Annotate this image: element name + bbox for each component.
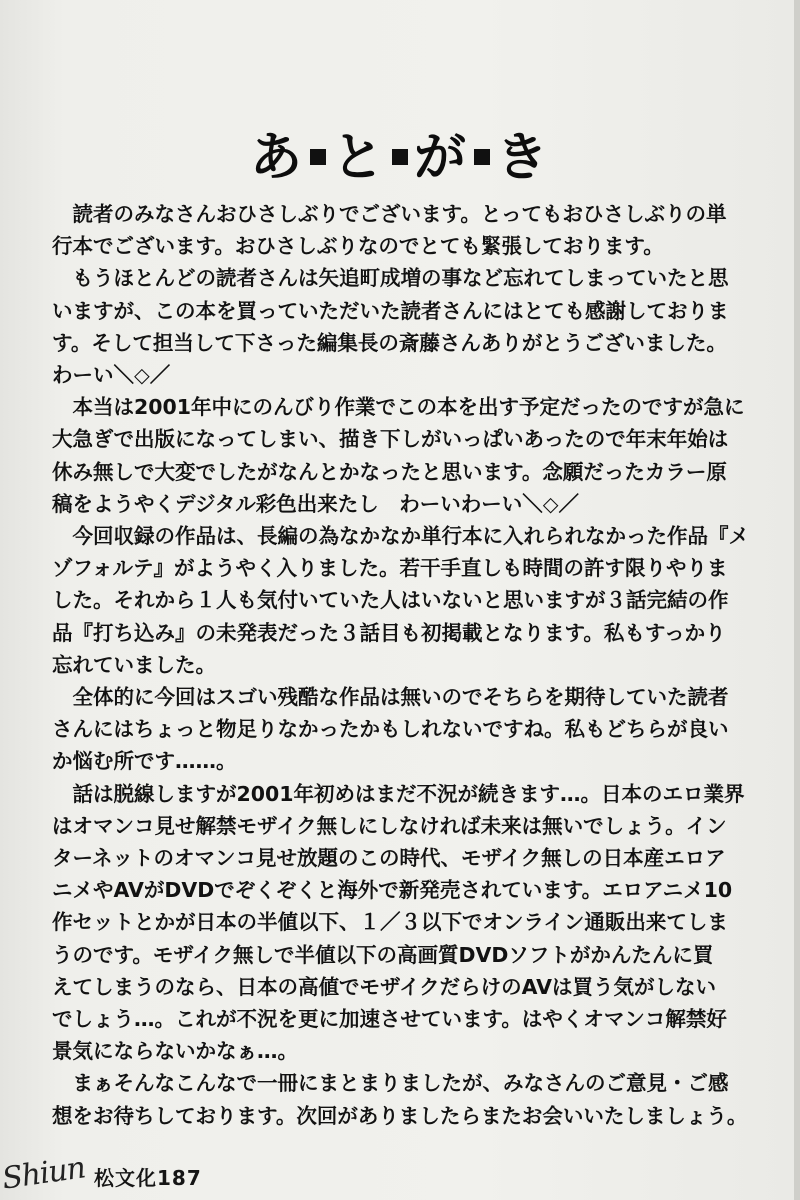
text-line: ゾフォルテ』がようやく入りました。若干手直しも時間の許す限りやりま: [52, 556, 728, 581]
title-char-2: と: [331, 128, 386, 188]
afterword-body: [52, 198, 752, 1132]
text-line: 話は脱線しますが2001年初めはまだ不況が続きます…。日本のエロ業界: [52, 781, 745, 806]
text-line: さんにはちょっと物足りなかったかもしれないですね。私もどちらが良い: [52, 717, 729, 742]
text-line: でしょう…。これが不況を更に加速させています。はやくオマンコ解禁好: [52, 1007, 727, 1032]
text-line: 景気にならないかなぁ…。: [52, 1039, 298, 1064]
publisher-page-number: 松文化187: [94, 1166, 202, 1190]
text-line: ニメやAVがDVDでぞくぞくと海外で新発売されています。エロアニメ10: [52, 878, 733, 903]
title-char-1: あ: [249, 128, 304, 188]
text-line: もうほとんどの読者さんは矢追町成増の事など忘れてしまっていたと思: [52, 266, 729, 291]
text-line: いますが、この本を買っていただいた読者さんにはとても感謝しておりま: [52, 298, 729, 323]
title-separator-square: [310, 149, 326, 165]
text-line: わーい＼◇／: [52, 363, 171, 388]
text-line: ターネットのオマンコ見せ放題のこの時代、モザイク無しの日本産エロア: [52, 846, 726, 871]
text-line: えてしまうのなら、日本の高値でモザイクだらけのAVは買う気がしない: [52, 974, 716, 999]
afterword-title: [0, 128, 800, 188]
text-line: 大急ぎで出版になってしまい、描き下しがいっぱいあったので年末年始は: [52, 427, 729, 452]
text-line: まぁそんなこんなで一冊にまとまりましたが、みなさんのご意見・ご感: [52, 1071, 729, 1096]
text-line: 今回収録の作品は、長編の為なかなか単行本に入れられなかった作品『メ: [52, 524, 749, 549]
paragraph: [52, 1067, 752, 1131]
paragraph: [52, 391, 752, 520]
text-line: 忘れていました。: [52, 652, 216, 677]
text-line: 品『打ち込み』の未発表だった３話目も初掲載となります。私もすっかり: [52, 620, 726, 645]
paragraph: [52, 778, 752, 1068]
text-line: 作セットとかが日本の半値以下、１／３以下でオンライン通販出来てしま: [52, 910, 728, 935]
page-footer: [0, 1152, 800, 1200]
text-line: 読者のみなさんおひさしぶりでございます。とってもおひさしぶりの単: [52, 202, 727, 226]
signature-watermark: Shiun: [0, 1150, 88, 1197]
text-line: 稿をようやくデジタル彩色出来たし わーいわーい＼◇／: [52, 491, 580, 516]
text-line: 全体的に今回はスゴい残酷な作品は無いのでそちらを期待していた読者: [52, 685, 729, 710]
text-line: 本当は2001年中にのんびり作業でこの本を出す予定だったのですが急に: [52, 395, 745, 420]
title-char-3: が: [414, 128, 469, 188]
title-separator-square: [474, 149, 490, 165]
text-line: 休み無しで大変でしたがなんとかなったと思います。念願だったカラー原: [52, 459, 727, 484]
text-line: す。そして担当して下さった編集長の斎藤さんありがとうございました。: [52, 330, 727, 355]
text-line: 想をお待ちしております。次回がありましたらまたお会いいたしましょう。: [52, 1103, 748, 1128]
text-line: した。それから１人も気付いていた人はいないと思いますが３話完結の作: [52, 588, 729, 613]
title-separator-square: [392, 149, 408, 165]
paragraph: [52, 681, 752, 778]
text-line: 行本でございます。おひさしぶりなのでとても緊張しております。: [52, 234, 664, 259]
text-line: うのです。モザイク無しで半値以下の高画質DVDソフトがかんたんに買: [52, 942, 714, 967]
paragraph: [52, 198, 752, 262]
paragraph: [52, 520, 752, 681]
paragraph: [52, 262, 752, 391]
title-char-4: き: [496, 128, 551, 188]
text-line: はオマンコ見せ解禁モザイク無しにしなければ未来は無いでしょう。イン: [52, 813, 727, 838]
text-line: か悩む所です……。: [52, 749, 237, 774]
